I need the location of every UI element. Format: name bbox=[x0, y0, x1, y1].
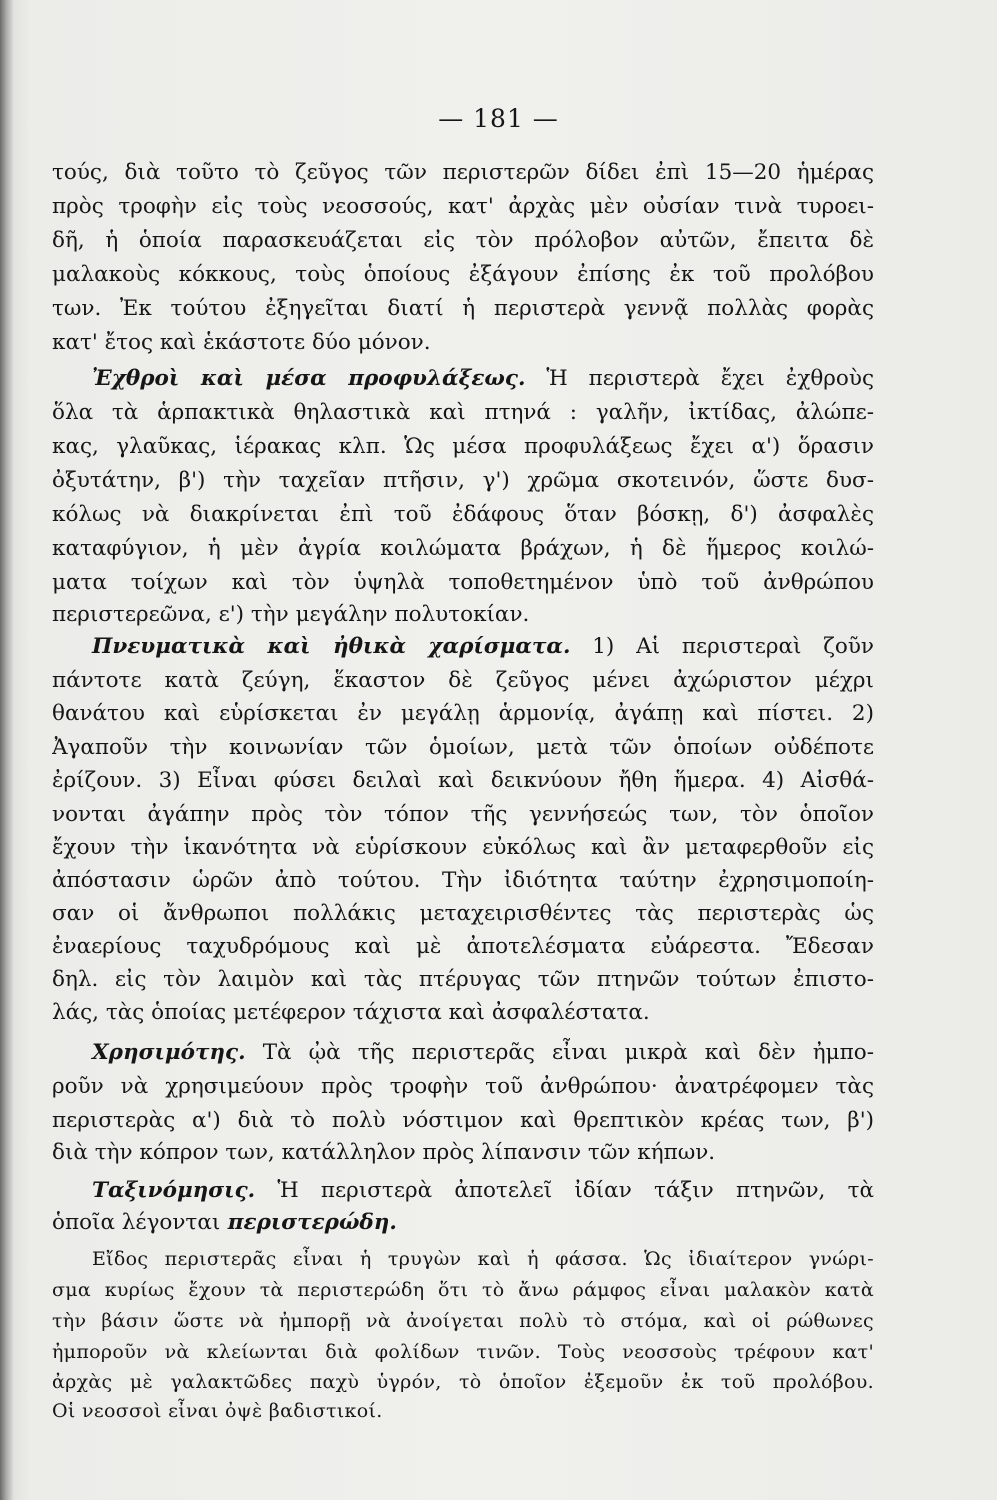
section-heading: Χρησιμότης. bbox=[92, 1040, 246, 1065]
text-span: Ἡ περιστερὰ ἔχει ἐχθροὺς bbox=[525, 366, 874, 391]
text-line: δηλ. εἰς τὸν λαιμὸν καὶ τὰς πτέρυγας τῶν πτηνῶν τούτων ἐπιστο- bbox=[52, 967, 874, 992]
section-heading: Ταξινόμησις. bbox=[92, 1178, 256, 1203]
text-line: μαλακοὺς κόκκους, τοὺς ὁποίους ἐξάγουν ἐπίσης ἐκ τοῦ προλόβου bbox=[52, 262, 874, 287]
text-line: ὀξυτάτην, β') τὴν ταχεῖαν πτῆσιν, γ') χρῶμα σκοτεινόν, ὥστε δυσ- bbox=[52, 468, 874, 493]
note-line: ἀρχὰς μὲ γαλακτῶδες παχὺ ὑγρόν, τὸ ὁποῖον ἐξεμοῦν ἐκ τοῦ προλόβου. bbox=[52, 1371, 874, 1393]
section-heading-line bbox=[52, 632, 874, 662]
binding-shadow bbox=[0, 0, 14, 1500]
note-line: ἠμποροῦν νὰ κλείωνται διὰ φολίδων τινῶν. Τοὺς νεοσσοὺς τρέφουν κατ' bbox=[52, 1341, 874, 1363]
text-line: περιστερὰς α') διὰ τὸ πολὺ νόστιμον καὶ θρεπτικὸν κρέας των, β') bbox=[52, 1108, 874, 1133]
section-heading-line bbox=[52, 1176, 874, 1206]
text-line: των. Ἐκ τούτου ἐξηγεῖται διατί ἡ περιστερὰ γεννᾷ πολλὰς φορὰς bbox=[52, 296, 874, 321]
text-line: πρὸς τροφὴν εἰς τοὺς νεοσσούς, κατ' ἀρχὰς μὲν οὐσίαν τινὰ τυροει- bbox=[52, 194, 874, 219]
text-line: σαν οἱ ἄνθρωποι πολλάκις μεταχειρισθέντες τὰς περιστερὰς ὡς bbox=[52, 901, 874, 926]
section-heading-line bbox=[52, 1038, 874, 1068]
text-line: Ἀγαποῦν τὴν κοινωνίαν τῶν ὁμοίων, μετὰ τῶν ὁποίων οὐδέποτε bbox=[52, 735, 874, 760]
text-line: περιστερεῶνα, ε') τὴν μεγάλην πολυτοκίαν. bbox=[52, 602, 530, 627]
emphasized-term: περιστερώδη. bbox=[220, 1210, 397, 1235]
text-span: Ἡ περιστερὰ ἀποτελεῖ ἰδίαν τάξιν πτηνῶν, τὰ bbox=[255, 1178, 874, 1203]
text-line: κόλως νὰ διακρίνεται ἐπὶ τοῦ ἐδάφους ὅταν βόσκῃ, δ') ἀσφαλὲς bbox=[52, 502, 874, 527]
note-line: Οἱ νεοσσοὶ εἶναι ὀψὲ βαδιστικοί. bbox=[52, 1400, 383, 1422]
text-span: Τὰ ᾠὰ τῆς περιστερᾶς εἶναι μικρὰ καὶ δὲν ἠμπο- bbox=[245, 1040, 874, 1065]
text-line: τούς, διὰ τοῦτο τὸ ζεῦγος τῶν περιστερῶν δίδει ἐπὶ 15—20 ἡμέρας bbox=[52, 160, 874, 185]
text-line: ἀπόστασιν ὡρῶν ἀπὸ τούτου. Τὴν ἰδιότητα ταύτην ἐχρησιμοποίη- bbox=[52, 868, 874, 893]
text-line: καταφύγιον, ἡ μὲν ἀγρία κοιλώματα βράχων, ἡ δὲ ἥμερος κοιλώ- bbox=[52, 536, 874, 561]
text-line: κατ' ἔτος καὶ ἑκάστοτε δύο μόνον. bbox=[52, 330, 431, 355]
text-line: ὅλα τὰ ἁρπακτικὰ θηλαστικὰ καὶ πτηνά : γαλῆν, ἰκτίδας, ἀλώπε- bbox=[52, 400, 874, 425]
note-line: σμα κυρίως ἔχουν τὰ περιστερώδη ὅτι τὸ ἄνω ράμφος εἶναι μαλακὸν κατὰ bbox=[52, 1279, 874, 1301]
text-line: ματα τοίχων καὶ τὸν ὑψηλὰ τοποθετημένον ὑπὸ τοῦ ἀνθρώπου bbox=[52, 570, 874, 595]
text-line: ροῦν νὰ χρησιμεύουν πρὸς τροφὴν τοῦ ἀνθρώπου· ἀνατρέφομεν τὰς bbox=[52, 1074, 874, 1099]
text-line: ἔχουν τὴν ἱκανότητα νὰ εὑρίσκουν εὐκόλως καὶ ἂν μεταφερθοῦν εἰς bbox=[52, 835, 874, 860]
text-line bbox=[52, 1208, 874, 1238]
text-line: ἐναερίους ταχυδρόμους καὶ μὲ ἀποτελέσματα εὐάρεστα. Ἔδεσαν bbox=[52, 934, 874, 959]
text-line: λάς, τὰς ὁποίας μετέφερον τάχιστα καὶ ἀσφαλέστατα. bbox=[52, 1000, 650, 1025]
note-line: τὴν βάσιν ὥστε νὰ ἠμπορῇ νὰ ἀνοίγεται πολὺ τὸ στόμα, καὶ οἱ ρώθωνες bbox=[52, 1310, 874, 1332]
note-line: Εἴδος περιστερᾶς εἶναι ἡ τρυγὼν καὶ ἡ φάσσα. Ὡς ἰδιαίτερον γνώρι- bbox=[92, 1248, 874, 1270]
text-line: πάντοτε κατὰ ζεύγη, ἕκαστον δὲ ζεῦγος μένει ἀχώριστον μέχρι bbox=[52, 668, 874, 693]
page-number: — 181 — bbox=[438, 104, 559, 133]
text-line: δῆ, ἡ ὁποία παρασκευάζεται εἰς τὸν πρόλοβον αὐτῶν, ἔπειτα δὲ bbox=[52, 228, 874, 253]
text-line: κας, γλαῦκας, ἱέρακας κλπ. Ὡς μέσα προφυλάξεως ἔχει α') ὅρασιν bbox=[52, 434, 874, 459]
section-heading-line bbox=[52, 364, 874, 394]
section-heading: Πνευματικὰ καὶ ἠθικὰ χαρίσματα. bbox=[92, 634, 571, 659]
section-heading: Ἐχθροὶ καὶ μέσα προφυλάξεως. bbox=[92, 366, 526, 391]
text-span: 1) Αἱ περιστεραὶ ζοῦν bbox=[570, 634, 874, 659]
text-line: ἐρίζουν. 3) Εἶναι φύσει δειλαὶ καὶ δεικνύουν ἤθη ἥμερα. 4) Αἰσθά- bbox=[52, 768, 874, 793]
text-line: νονται ἀγάπην πρὸς τὸν τόπον τῆς γεννήσεώς των, τὸν ὁποῖον bbox=[52, 802, 874, 827]
text-span: ὁποῖα λέγονται bbox=[52, 1210, 221, 1235]
text-line: διὰ τὴν κόπρον των, κατάλληλον πρὸς λίπανσιν τῶν κήπων. bbox=[52, 1140, 716, 1165]
text-line: θανάτου καὶ εὑρίσκεται ἐν μεγάλῃ ἁρμονίᾳ, ἀγάπῃ καὶ πίστει. 2) bbox=[52, 701, 874, 726]
